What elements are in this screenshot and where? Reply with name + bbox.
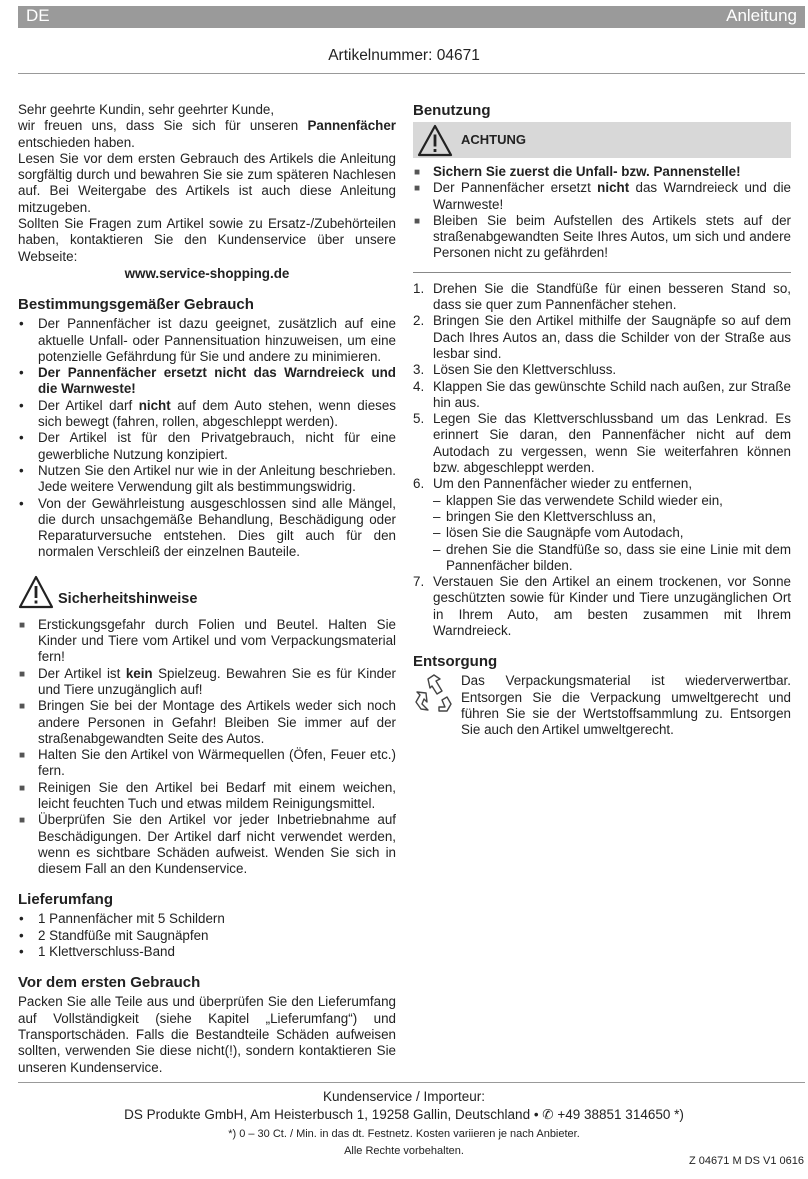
first-use-text: Packen Sie alle Teile aus und überprüfen Sie den Lieferumfang auf Vollständigkeit (siehe Kapitel „Lieferumfang“) und Transportschäden. Falls die Bestandteile Schäden aufweisen sollten, verwenden Sie diese nicht(!), sondern kontaktieren Sie unseren Kundenservice. [18, 994, 396, 1075]
warning-banner [413, 122, 791, 158]
warning-icon [417, 124, 453, 157]
section-title-intended-use: Bestimmungsgemäßer Gebrauch [18, 296, 254, 314]
intro-p1-end: entschieden haben. [18, 134, 135, 150]
list-item: ■ Sichern Sie zuerst die Unfall- bzw. Pannenstelle! [414, 164, 741, 179]
header-divider [18, 73, 805, 74]
intro-paragraph-2: Lesen Sie vor dem ersten Gebrauch des Artikels die Anleitung sorgfältig durch und bewahren Sie sie zum späteren Nachlesen auf. Bei Weitergabe des Artikels ist auch diese Anleitung mitzugeben. [18, 150, 396, 215]
sub-step-item: – bringen Sie den Klettverschluss an, [433, 508, 656, 524]
disposal-block [413, 673, 791, 738]
section-title-scope: Lieferumfang [18, 891, 114, 909]
section-title-first-use: Vor dem ersten Gebrauch [18, 974, 201, 992]
section-divider [413, 272, 791, 273]
step-item: 6. Um den Pannenfächer wieder zu entfernen, – klappen Sie das verwendete Schild wieder ein, – bringen Sie den Klettverschluss an, – lösen Sie die Saugnäpfe vom Autodach, – drehen Sie die Standfüße so, dass sie eine Linie mit dem Pannenfächer bilden. [413, 476, 791, 573]
list-item: • Der Artikel darf nicht auf dem Auto stehen, wenn dieses sich bewegt (fahren, rollen, abgeschleppt werden). [19, 397, 396, 430]
intro-p1-text: wir freuen uns, dass Sie sich für unseren [18, 118, 308, 134]
list-item: • 1 Klettverschluss-Band [19, 944, 175, 960]
language-label: DE [26, 6, 50, 25]
document-code: Z 04671 M DS V1 0616 [689, 1155, 804, 1167]
section-title-disposal: Entsorgung [413, 653, 498, 671]
warning-label: ACHTUNG [461, 132, 526, 147]
right-column [413, 102, 791, 739]
warning-icon [18, 575, 54, 609]
usage-warning-list [413, 164, 791, 262]
header-bar [18, 6, 805, 28]
document-type-label: Anleitung [726, 6, 797, 25]
scope-list [18, 911, 396, 960]
step-item: 1. Drehen Sie die Standfüße für einen besseren Stand so, dass sie quer zum Pannenfächer stehen. [413, 280, 791, 313]
greeting: Sehr geehrte Kundin, sehr geehrter Kunde, [18, 102, 275, 117]
step-item: 5. Legen Sie das Klettverschlussband um das Lenkrad. Es erinnert Sie daran, den Pannenfächer nicht auf dem Autodach zu vergessen, wenn Sie weiterfahren können bzw. abgeschleppt werden. [413, 411, 791, 476]
step-item: 2. Bringen Sie den Artikel mithilfe der Saugnäpfe so auf dem Dach Ihres Autos an, dass die Schilder von der Straße aus lesbar sind. [413, 313, 791, 361]
list-item: • Nutzen Sie den Artikel nur wie in der Anleitung beschrieben. Jede weitere Verwendung gilt als bestimmungswidrig. [19, 462, 396, 495]
footer-address: DS Produkte GmbH, Am Heisterbusch 1, 19258 Gallin, Deutschland • ✆ +49 38851 314650 *) [124, 1107, 684, 1122]
step-item: 7. Verstauen Sie den Artikel an einem trockenen, vor Sonne geschützten sowie für Kinder und Tiere unzugänglichen Ort in Ihrem Auto, am besten zusammen mit Ihrem Warndreieck. [413, 574, 791, 639]
intro-p1-product: Pannenfächer [307, 118, 396, 134]
footer-rights: Alle Rechte vorbehalten. [344, 1145, 464, 1157]
list-item: ■ Der Artikel ist kein Spielzeug. Bewahren Sie es für Kinder und Tiere unzugänglich auf! [19, 665, 397, 697]
safety-list [18, 617, 396, 878]
list-item: • Der Artikel ist für den Privatgebrauch, nicht für eine gewerbliche Nutzung konzipiert. [19, 430, 396, 462]
sub-steps [433, 493, 791, 574]
list-item: ■ Halten Sie den Artikel von Wärmequellen (Öfen, Feuer etc.) fern. [19, 747, 396, 779]
usage-steps [413, 281, 791, 640]
footer-cost-note: *) 0 – 30 Ct. / Min. in das dt. Festnetz. Kosten variieren je nach Anbieter. [228, 1128, 580, 1140]
left-column [18, 102, 396, 1076]
list-item: • Der Pannenfächer ist dazu geeignet, zusätzlich auf eine aktuelle Unfall- oder Pannensituation hinzuweisen, um eine potenzielle Gefährdung für Sie und andere zu minimieren. [19, 316, 396, 364]
step-item: 3. Lösen Sie den Klettverschluss. [413, 362, 617, 378]
footer-service-label: Kundenservice / Importeur: [322, 1089, 486, 1104]
disposal-text: Das Verpackungsmaterial ist wiederverwertbar. Entsorgen Sie die Verpackung umweltgerecht und führen Sie sie der Wertstoffsammlung zu. Entsorgen Sie auch den Artikel umweltgerecht. [461, 673, 791, 738]
list-item: ■ Überprüfen Sie den Artikel vor jeder Inbetriebnahme auf Beschädigungen. Der Artikel darf nicht verwendet werden, wenn es sichtbare Schäden aufweist. Wenden Sie sich in diesem Fall an den Kundenservice. [19, 812, 396, 877]
list-item: • Von der Gewährleistung ausgeschlossen sind alle Mängel, die durch unsachgemäße Behandlung, Beschädigung oder Reparaturversuche entstehen. Dies gilt auch für den normalen Verschleiß der einzelnen Bauteile. [19, 495, 396, 560]
sub-step-item: – drehen Sie die Standfüße so, dass sie eine Linie mit dem Pannenfächer bilden. [433, 541, 791, 573]
list-item: ■ Bringen Sie bei der Montage des Artikels weder sich noch andere Personen in Gefahr! Bleiben Sie immer auf der straßenabgewandten Seite des Autos. [19, 698, 396, 746]
safety-heading [18, 575, 396, 613]
intro-paragraph-1 [18, 118, 396, 151]
website-link[interactable]: www.service-shopping.de [124, 265, 290, 281]
intro-paragraph-3: Sollten Sie Fragen zum Artikel sowie zu Ersatz-/Zubehörteilen haben, kontaktieren Sie den Kundenservice über unsere Webseite: [18, 216, 396, 264]
sub-step-item: – lösen Sie die Saugnäpfe vom Autodach, [433, 525, 684, 541]
list-item: • Der Pannenfächer ersetzt nicht das Warndreieck und die Warnweste! [19, 365, 396, 397]
list-item: • 2 Standfüße mit Saugnäpfen [19, 927, 209, 943]
list-item: ■ Erstickungsgefahr durch Folien und Beutel. Halten Sie Kinder und Tiere vom Artikel und vom Verpackungsmaterial fern! [19, 616, 396, 665]
list-item: ■ Reinigen Sie den Artikel bei Bedarf mit einem weichen, leicht feuchten Tuch und etwas mildem Reinigungsmittel. [19, 779, 396, 811]
step-item: 4. Klappen Sie das gewünschte Schild nach außen, zur Straße hin aus. [413, 378, 791, 410]
list-item: ■ Der Pannenfächer ersetzt nicht das Warndreieck und die Warnweste! [414, 180, 791, 212]
sub-step-item: – klappen Sie das verwendete Schild wieder ein, [433, 492, 723, 508]
list-item: • 1 Pannenfächer mit 5 Schildern [19, 911, 225, 927]
footer-divider [18, 1082, 805, 1083]
article-number: Artikelnummer: 04671 [328, 47, 480, 64]
section-title-usage: Benutzung [413, 102, 491, 119]
recycling-icon [413, 673, 455, 717]
section-title-safety: Sicherheitshinweise [58, 590, 198, 607]
list-item: ■ Bleiben Sie beim Aufstellen des Artikels stets auf der straßenabgewandten Seite Ihres Autos, um sich und andere Personen nicht zu gefährden! [414, 212, 791, 261]
intended-use-list [18, 316, 396, 560]
